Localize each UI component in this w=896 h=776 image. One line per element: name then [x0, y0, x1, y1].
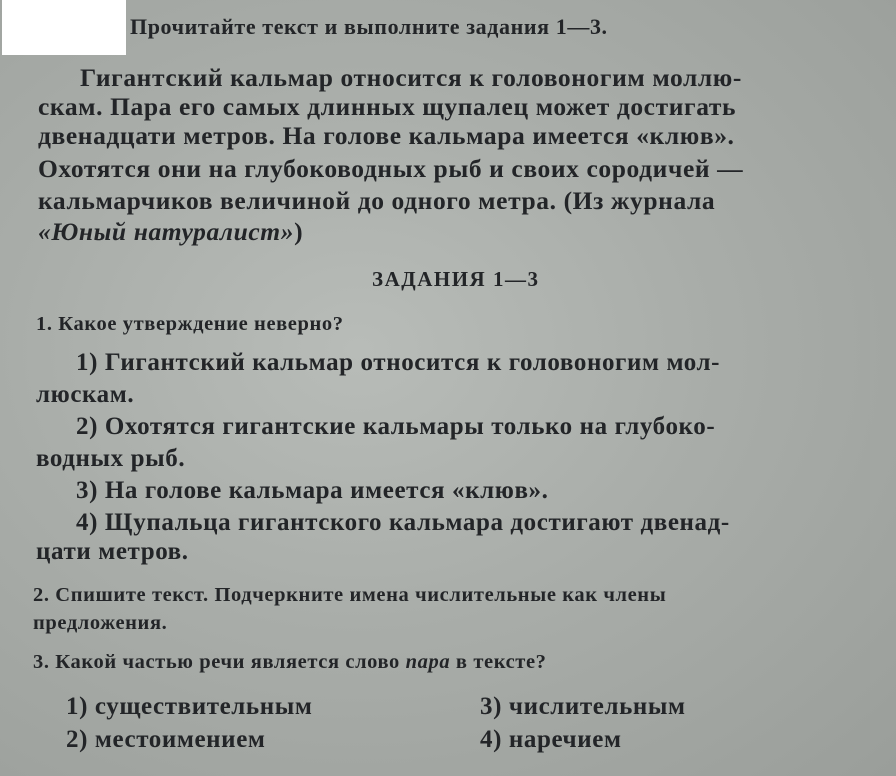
task1-option-2-line-1: 2) Охотятся гигантские кальмары только на глубоко- — [76, 413, 716, 440]
task3-question-word: пара — [405, 651, 451, 673]
task1-question: 1. Какое утверждение неверно? — [36, 313, 344, 335]
task1-option-4-line-1: 4) Щупальца гигантского кальмара достигают двенад- — [76, 509, 730, 536]
task3-answer-4: 4) наречием — [480, 726, 622, 753]
source-closing-paren: ) — [294, 217, 304, 246]
task3-question-start: 3. Какой частью речи является слово — [33, 651, 406, 673]
task3-question — [33, 651, 547, 674]
task1-option-1-line-2: люскам. — [36, 381, 135, 408]
passage-line-3: двенадцати метров. На голове кальмара имеется «клюв». — [38, 121, 735, 150]
passage-line-4: Охотятся они на глубоководных рыб и своих сородичей — — [38, 154, 744, 183]
passage-line-1: Гигантский кальмар относится к головоногим моллю- — [80, 63, 742, 92]
passage-line-2: скам. Пара его самых длинных щупалец может достигать — [38, 92, 737, 121]
white-cover-patch — [2, 0, 126, 55]
task2-line-1: 2. Спишите текст. Подчеркните имена числительные как члены — [33, 584, 667, 606]
task1-option-4-line-2: цати метров. — [36, 538, 189, 565]
task2-line-2: предложения. — [33, 612, 168, 634]
tasks-title: ЗАДАНИЯ 1—3 — [372, 267, 540, 291]
instruction-heading: Прочитайте текст и выполните задания 1—3. — [130, 14, 608, 39]
passage-line-6 — [38, 217, 303, 247]
task3-answer-2: 2) местоимением — [66, 726, 266, 753]
task3-question-end: в тексте? — [450, 651, 547, 673]
task1-option-2-line-2: водных рыб. — [36, 445, 186, 472]
task3-answer-3: 3) числительным — [480, 693, 686, 720]
task3-answer-1: 1) существительным — [66, 693, 313, 720]
source-journal-name: «Юный натуралист» — [38, 217, 295, 246]
task1-option-3: 3) На голове кальмара имеется «клюв». — [76, 477, 549, 504]
task1-option-1-line-1: 1) Гигантский кальмар относится к головоногим мол- — [76, 349, 721, 376]
passage-line-5: кальмарчиков величиной до одного метра. (Из журнала — [38, 186, 716, 215]
